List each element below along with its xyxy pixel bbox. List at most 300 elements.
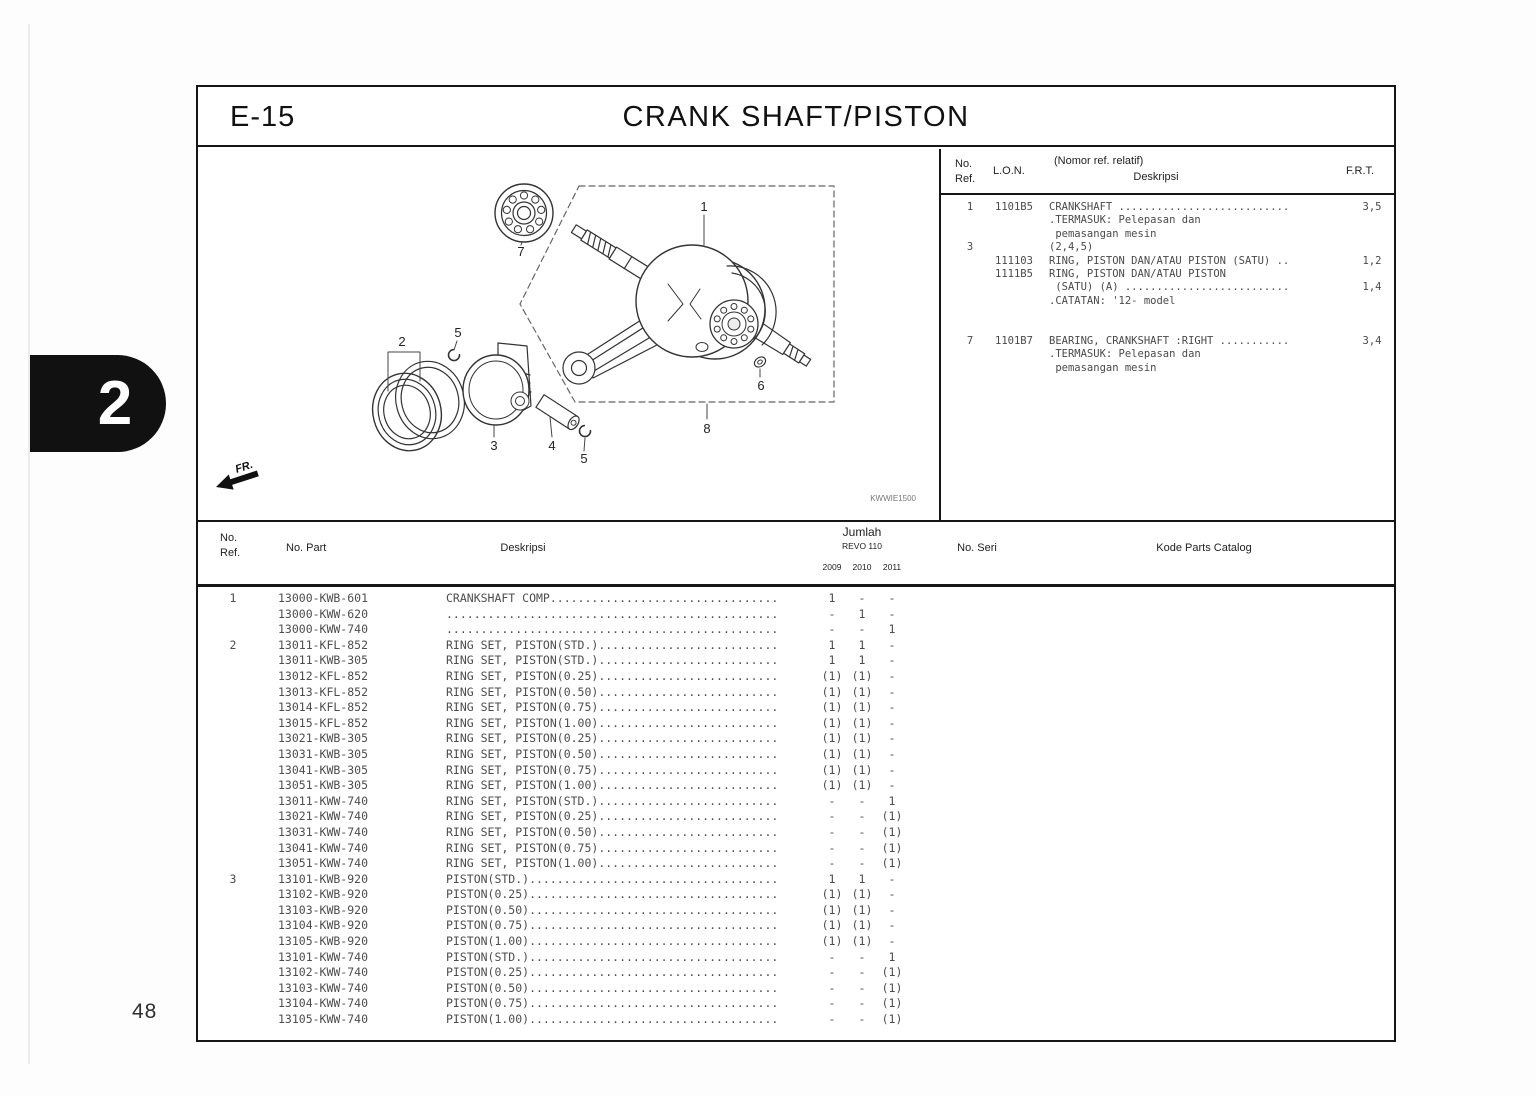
- lon-cell: [995, 228, 1049, 241]
- washer-drawing: [753, 355, 768, 369]
- reference-table-row: [941, 201, 1394, 214]
- qty-2010-cell: -: [858, 809, 866, 824]
- parts-table-row: [198, 981, 1394, 997]
- description-cell: .CATATAN: '12- model: [1049, 294, 1176, 307]
- reference-table-row: [941, 241, 1394, 254]
- qty-2009-cell: (1): [821, 762, 843, 777]
- qty-2010-cell: 1: [858, 871, 866, 886]
- callout-5-bottom: 5: [580, 451, 588, 466]
- reference-table-row: [941, 322, 1394, 335]
- desc-col-header: Deskripsi: [1133, 171, 1179, 183]
- ref-number-cell: [957, 214, 983, 227]
- parts-table-row: [198, 903, 1394, 919]
- qty-2010-cell: (1): [851, 746, 873, 761]
- ref-number-cell: [216, 669, 250, 685]
- ref-number-cell: [216, 996, 250, 1012]
- description-cell: [1049, 308, 1350, 321]
- qty-2011-cell: (1): [881, 980, 903, 995]
- parts-table-row: [198, 685, 1394, 701]
- qty-2009-cell: -: [828, 1012, 836, 1027]
- description-cell: RING SET, PISTON(STD.)..........................: [446, 793, 779, 808]
- ref-number-cell: [216, 731, 250, 747]
- crankshaft-flywheel-drawing: [636, 245, 776, 359]
- qty-2010-cell: -: [858, 622, 866, 637]
- lon-cell: [995, 214, 1049, 227]
- ref-number-cell: [216, 700, 250, 716]
- description-cell: RING SET, PISTON(1.00)..........................: [446, 856, 779, 871]
- callout-4: 4: [548, 438, 556, 453]
- callout-1: 1: [700, 199, 708, 214]
- reference-table-row: [941, 295, 1394, 308]
- frt-cell: 1,2: [1362, 254, 1382, 267]
- ref-number-cell: [216, 887, 250, 903]
- description-cell: (SATU) (A) ..........................: [1049, 281, 1290, 294]
- qty-2010-cell: -: [858, 793, 866, 808]
- qty-2010-cell: -: [858, 840, 866, 855]
- ref-col-header: No. Ref.: [220, 532, 241, 559]
- parts-table-row: [198, 841, 1394, 857]
- description-cell: RING SET, PISTON(0.75)..........................: [446, 762, 779, 777]
- callout-7: 7: [517, 244, 525, 259]
- callout-2: 2: [398, 334, 406, 349]
- ref-number-cell: [216, 903, 250, 919]
- page-title: CRANK SHAFT/PISTON: [622, 101, 970, 133]
- qty-2009-cell: (1): [821, 918, 843, 933]
- parts-table-header: [198, 520, 1394, 587]
- part-number-cell: 13041-KWW-740: [278, 840, 369, 855]
- qty-2011-cell: -: [888, 591, 896, 605]
- part-number-cell: 13031-KWW-740: [278, 824, 369, 839]
- parts-table-row: [198, 731, 1394, 747]
- qty-2010-cell: -: [858, 965, 866, 980]
- qty-2010-cell: -: [858, 949, 866, 964]
- qty-2011-cell: -: [888, 918, 896, 933]
- part-number-cell: 13104-KWB-920: [278, 918, 369, 933]
- parts-table-row: [198, 622, 1394, 638]
- lon-cell: [995, 308, 1049, 321]
- ref-number-cell: [957, 255, 983, 268]
- qty-2009-cell: (1): [821, 668, 843, 683]
- year-2010-header: 2010: [852, 562, 872, 572]
- reference-table-body: [941, 195, 1394, 375]
- desc-col-subheader: (Nomor ref. relatif): [1054, 155, 1144, 167]
- ref-number-cell: [216, 1012, 250, 1028]
- bearing-drawing: [495, 184, 553, 242]
- year-2011-header: 2011: [882, 562, 902, 572]
- circlip-top-drawing: [449, 350, 460, 361]
- description-cell: RING SET, PISTON(1.00)..........................: [446, 778, 779, 793]
- part-number-cell: 13103-KWB-920: [278, 902, 369, 917]
- qty-2009-cell: (1): [821, 700, 843, 715]
- part-number-cell: 13103-KWW-740: [278, 980, 369, 995]
- qty-2011-cell: -: [888, 934, 896, 949]
- reference-table-row: [941, 281, 1394, 294]
- parts-table-row: [198, 934, 1394, 950]
- frt-cell: [1350, 308, 1394, 321]
- part-number-cell: 13000-KWW-620: [278, 606, 369, 621]
- piston-drawing: [463, 343, 531, 425]
- ref-number-cell: [216, 622, 250, 638]
- qty-2009-cell: 1: [828, 871, 836, 886]
- parts-table-row: [198, 887, 1394, 903]
- qty-2009-cell: -: [828, 856, 836, 871]
- catalog-page-frame: [196, 85, 1396, 1042]
- reference-table-row: [941, 255, 1394, 268]
- qty-2011-cell: 1: [888, 622, 896, 637]
- qty-2009-cell: (1): [821, 887, 843, 902]
- qty-2010-cell: -: [858, 591, 866, 605]
- ref-number-cell: [216, 653, 250, 669]
- lon-cell: 1101B5: [995, 201, 1033, 213]
- part-number-cell: 13011-KWB-305: [278, 653, 369, 668]
- description-cell: PISTON(0.50)....................................: [446, 902, 779, 917]
- description-cell: pemasangan mesin: [1049, 361, 1157, 374]
- serial-col-header: No. Seri: [957, 542, 997, 554]
- lon-cell: 1111B5: [995, 267, 1033, 280]
- desc-col-header: Deskripsi: [500, 542, 546, 554]
- qty-2009-cell: -: [828, 996, 836, 1011]
- parts-table-row: [198, 918, 1394, 934]
- description-cell: (2,4,5): [1049, 241, 1094, 254]
- qty-2011-cell: -: [888, 684, 896, 699]
- qty-2010-cell: 1: [858, 606, 866, 621]
- ref-number-cell: [216, 716, 250, 732]
- qty-2011-cell: (1): [881, 1012, 903, 1027]
- description-cell: PISTON(0.25)....................................: [446, 887, 779, 902]
- qty-2011-cell: (1): [881, 809, 903, 824]
- description-cell: BEARING, CRANKSHAFT :RIGHT ...........: [1049, 334, 1290, 347]
- qty-2011-cell: -: [888, 606, 896, 621]
- part-number-cell: 13013-KFL-852: [278, 684, 369, 699]
- description-cell: PISTON(STD.)....................................: [446, 871, 779, 886]
- ref-number-cell: [216, 856, 250, 872]
- page-edge-shadow: [28, 24, 30, 1064]
- ref-number-cell: [216, 841, 250, 857]
- section-code: E-15: [230, 101, 296, 133]
- part-number-cell: 13051-KWB-305: [278, 778, 369, 793]
- description-cell: RING SET, PISTON(0.75)..........................: [446, 700, 779, 715]
- parts-table-row: [198, 965, 1394, 981]
- description-cell: [1049, 322, 1350, 335]
- description-cell: RING SET, PISTON(0.50)..........................: [446, 824, 779, 839]
- description-cell: RING SET, PISTON(0.50)..........................: [446, 684, 779, 699]
- ref-number-cell: [957, 322, 983, 335]
- qty-2010-cell: 1: [858, 653, 866, 668]
- description-cell: RING SET, PISTON(0.25)..........................: [446, 809, 779, 824]
- qty-2009-cell: -: [828, 965, 836, 980]
- part-number-cell: 13012-KFL-852: [278, 668, 369, 683]
- description-cell: RING SET, PISTON(1.00)..........................: [446, 715, 779, 730]
- frt-cell: [1350, 322, 1394, 335]
- description-cell: pemasangan mesin: [1049, 227, 1157, 240]
- fr-label: FR.: [233, 458, 255, 476]
- description-cell: PISTON(0.50)....................................: [446, 980, 779, 995]
- ref-number-cell: 1: [229, 591, 237, 605]
- frt-cell: 3,4: [1362, 334, 1382, 347]
- qty-2011-cell: (1): [881, 996, 903, 1011]
- ref-col-header: No. Ref.: [955, 158, 976, 185]
- part-number-cell: 13104-KWW-740: [278, 996, 369, 1011]
- lon-cell: [995, 348, 1049, 361]
- parts-table-row: [198, 950, 1394, 966]
- ref-number-cell: [957, 281, 983, 294]
- description-cell: PISTON(1.00)....................................: [446, 1012, 779, 1027]
- circlip-bottom-drawing: [580, 426, 591, 437]
- section-tab-number: 2: [97, 369, 133, 438]
- frt-cell: [1350, 348, 1394, 361]
- part-number-cell: 13051-KWW-740: [278, 856, 369, 871]
- part-number-cell: 13011-KFL-852: [278, 637, 369, 652]
- part-number-cell: 13041-KWB-305: [278, 762, 369, 777]
- page-number: 48: [132, 1000, 158, 1023]
- qty-2009-cell: -: [828, 793, 836, 808]
- model-label: REVO 110: [841, 541, 882, 551]
- qty-2009-cell: 1: [828, 653, 836, 668]
- ref-number-cell: [216, 950, 250, 966]
- description-cell: PISTON(0.25)....................................: [446, 965, 779, 980]
- qty-2011-cell: -: [888, 902, 896, 917]
- description-cell: RING SET, PISTON(0.75)..........................: [446, 840, 779, 855]
- ref-number-cell: [216, 747, 250, 763]
- frt-cell: [1350, 362, 1394, 375]
- qty-2011-cell: 1: [888, 793, 896, 808]
- parts-table-row: [198, 747, 1394, 763]
- callout-8: 8: [703, 421, 711, 436]
- callout-3: 3: [490, 438, 498, 453]
- year-col-headers: [817, 562, 907, 572]
- qty-2011-cell: -: [888, 746, 896, 761]
- reference-table-row: [941, 268, 1394, 281]
- qty-2009-cell: (1): [821, 715, 843, 730]
- ref-number-cell: [957, 308, 983, 321]
- qty-2011-cell: -: [888, 731, 896, 746]
- qty-2009-cell: (1): [821, 778, 843, 793]
- frt-cell: [1350, 295, 1394, 308]
- part-number-cell: 13015-KFL-852: [278, 715, 369, 730]
- qty-2009-cell: (1): [821, 934, 843, 949]
- lon-cell: 1101B7: [995, 334, 1033, 347]
- parts-table-row: [198, 591, 1394, 607]
- qty-2009-cell: -: [828, 824, 836, 839]
- qty-2010-cell: (1): [851, 700, 873, 715]
- part-number-cell: 13011-KWW-740: [278, 793, 369, 808]
- description-cell: PISTON(STD.)....................................: [446, 949, 779, 964]
- reference-table-row: [941, 335, 1394, 348]
- description-cell: .TERMASUK: Pelepasan dan: [1049, 348, 1201, 361]
- qty-2009-cell: -: [828, 606, 836, 621]
- lon-cell: [995, 295, 1049, 308]
- frt-cell: [1350, 214, 1394, 227]
- parts-table-row: [198, 638, 1394, 654]
- qty-2010-cell: (1): [851, 934, 873, 949]
- qty-2009-cell: 1: [828, 591, 836, 605]
- ref-number-cell: [216, 918, 250, 934]
- qty-2011-cell: (1): [881, 840, 903, 855]
- lon-cell: [995, 322, 1049, 335]
- part-number-cell: 13021-KWB-305: [278, 731, 369, 746]
- description-cell: RING, PISTON DAN/ATAU PISTON (SATU) ..: [1049, 254, 1290, 267]
- frt-cell: 3,5: [1362, 201, 1382, 213]
- exploded-diagram-panel: [198, 149, 939, 520]
- qty-2009-cell: (1): [821, 731, 843, 746]
- part-number-cell: 13101-KWW-740: [278, 949, 369, 964]
- lon-cell: [995, 241, 1049, 254]
- title-band: [198, 87, 1394, 147]
- frt-cell: [1350, 228, 1394, 241]
- qty-2010-cell: (1): [851, 762, 873, 777]
- ref-number-cell: 7: [966, 334, 974, 347]
- description-cell: CRANKSHAFT COMP.................................: [446, 591, 779, 605]
- lon-cell: [995, 281, 1049, 294]
- qty-2010-cell: (1): [851, 668, 873, 683]
- ref-number-cell: [216, 825, 250, 841]
- reference-table-header: [941, 149, 1394, 195]
- description-cell: PISTON(0.75)....................................: [446, 996, 779, 1011]
- qty-2010-cell: (1): [851, 887, 873, 902]
- qty-2011-cell: (1): [881, 965, 903, 980]
- reference-table-row: [941, 348, 1394, 361]
- qty-2010-cell: -: [858, 824, 866, 839]
- part-number-cell: 13014-KFL-852: [278, 700, 369, 715]
- ref-number-cell: [216, 965, 250, 981]
- qty-2010-cell: (1): [851, 684, 873, 699]
- diagram-code: KWWIE1500: [870, 494, 916, 503]
- part-number-cell: 13105-KWW-740: [278, 1012, 369, 1027]
- qty-2010-cell: -: [858, 856, 866, 871]
- ref-number-cell: [216, 934, 250, 950]
- ref-number-cell: [216, 763, 250, 779]
- ref-number-cell: [216, 794, 250, 810]
- qty-2011-cell: -: [888, 887, 896, 902]
- callout-5-top: 5: [454, 325, 462, 340]
- parts-table-row: [198, 716, 1394, 732]
- qty-2011-cell: -: [888, 871, 896, 886]
- part-number-cell: 13031-KWB-305: [278, 746, 369, 761]
- description-cell: RING SET, PISTON(STD.)..........................: [446, 637, 779, 652]
- qty-2011-cell: (1): [881, 824, 903, 839]
- parts-table-row: [198, 778, 1394, 794]
- qty-2009-cell: 1: [828, 637, 836, 652]
- parts-table-row: [198, 607, 1394, 623]
- part-number-cell: 13000-KWW-740: [278, 622, 369, 637]
- quantity-col-header: Jumlah: [842, 525, 882, 539]
- qty-2011-cell: -: [888, 762, 896, 777]
- description-cell: RING, PISTON DAN/ATAU PISTON: [1049, 267, 1227, 280]
- qty-2010-cell: -: [858, 996, 866, 1011]
- ref-number-cell: [216, 607, 250, 623]
- frt-cell: 1,4: [1362, 281, 1382, 294]
- parts-table-row: [198, 996, 1394, 1012]
- description-cell: RING SET, PISTON(0.25)..........................: [446, 731, 779, 746]
- qty-2010-cell: (1): [851, 731, 873, 746]
- qty-2010-cell: 1: [858, 637, 866, 652]
- qty-2011-cell: -: [888, 668, 896, 683]
- qty-2011-cell: -: [888, 637, 896, 652]
- callout-6: 6: [757, 378, 765, 393]
- qty-2010-cell: (1): [851, 715, 873, 730]
- ref-number-cell: [216, 685, 250, 701]
- lon-cell: 111103: [995, 254, 1033, 267]
- part-number-cell: 13000-KWB-601: [278, 591, 369, 605]
- reference-table-row: [941, 308, 1394, 321]
- qty-2010-cell: (1): [851, 778, 873, 793]
- part-number-cell: 13102-KWB-920: [278, 887, 369, 902]
- description-cell: PISTON(0.75)....................................: [446, 918, 779, 933]
- description-cell: RING SET, PISTON(0.50)..........................: [446, 746, 779, 761]
- ref-number-cell: [957, 348, 983, 361]
- ref-number-cell: 2: [229, 637, 237, 652]
- qty-2009-cell: (1): [821, 902, 843, 917]
- part-number-cell: 13102-KWW-740: [278, 965, 369, 980]
- qty-2009-cell: (1): [821, 746, 843, 761]
- ring-set-drawing: [364, 354, 473, 459]
- qty-2009-cell: -: [828, 980, 836, 995]
- qty-2010-cell: -: [858, 980, 866, 995]
- qty-2011-cell: -: [888, 653, 896, 668]
- part-number-cell: 13105-KWB-920: [278, 934, 369, 949]
- qty-2011-cell: (1): [881, 856, 903, 871]
- parts-table-row: [198, 700, 1394, 716]
- ref-number-cell: [216, 981, 250, 997]
- qty-2009-cell: -: [828, 622, 836, 637]
- qty-2011-cell: 1: [888, 949, 896, 964]
- reference-table-row: [941, 362, 1394, 375]
- reference-table-row: [941, 214, 1394, 227]
- ref-number-cell: [216, 809, 250, 825]
- parts-table-row: [198, 809, 1394, 825]
- part-number-cell: 13021-KWW-740: [278, 809, 369, 824]
- description-cell: .TERMASUK: Pelepasan dan: [1049, 214, 1201, 227]
- qty-2010-cell: (1): [851, 902, 873, 917]
- parts-table-row: [198, 794, 1394, 810]
- description-cell: CRANKSHAFT ...........................: [1049, 201, 1290, 213]
- qty-2009-cell: -: [828, 949, 836, 964]
- parts-table-row: [198, 1012, 1394, 1028]
- lon-cell: [995, 362, 1049, 375]
- part-number-col-header: No. Part: [286, 542, 327, 554]
- qty-2009-cell: -: [828, 809, 836, 824]
- ref-number-cell: [957, 295, 983, 308]
- reference-table: [939, 149, 1394, 520]
- parts-table-row: [198, 872, 1394, 888]
- catalog-code-col-header: Kode Parts Catalog: [1156, 542, 1252, 554]
- qty-2011-cell: -: [888, 700, 896, 715]
- frt-cell: [1350, 268, 1394, 281]
- ref-number-cell: [957, 268, 983, 281]
- ref-number-cell: 3: [966, 241, 974, 254]
- qty-2010-cell: (1): [851, 918, 873, 933]
- qty-2009-cell: (1): [821, 684, 843, 699]
- qty-2011-cell: -: [888, 715, 896, 730]
- parts-table-row: [198, 825, 1394, 841]
- crankshaft-piston-diagram: [198, 149, 939, 520]
- ref-number-cell: 1: [966, 201, 974, 213]
- parts-table-row: [198, 856, 1394, 872]
- ref-number-cell: [216, 778, 250, 794]
- part-number-cell: 13101-KWB-920: [278, 871, 369, 886]
- parts-table-body: [198, 587, 1394, 1028]
- description-cell: PISTON(1.00)....................................: [446, 934, 779, 949]
- frt-col-header: F.R.T.: [1346, 165, 1375, 177]
- ref-number-cell: [957, 362, 983, 375]
- ref-number-cell: [957, 228, 983, 241]
- parts-table-row: [198, 669, 1394, 685]
- ref-number-cell: 3: [229, 871, 237, 886]
- qty-2009-cell: -: [828, 840, 836, 855]
- reference-table-row: [941, 228, 1394, 241]
- fr-direction-arrow: [211, 458, 260, 494]
- description-cell: RING SET, PISTON(0.25)..........................: [446, 668, 779, 683]
